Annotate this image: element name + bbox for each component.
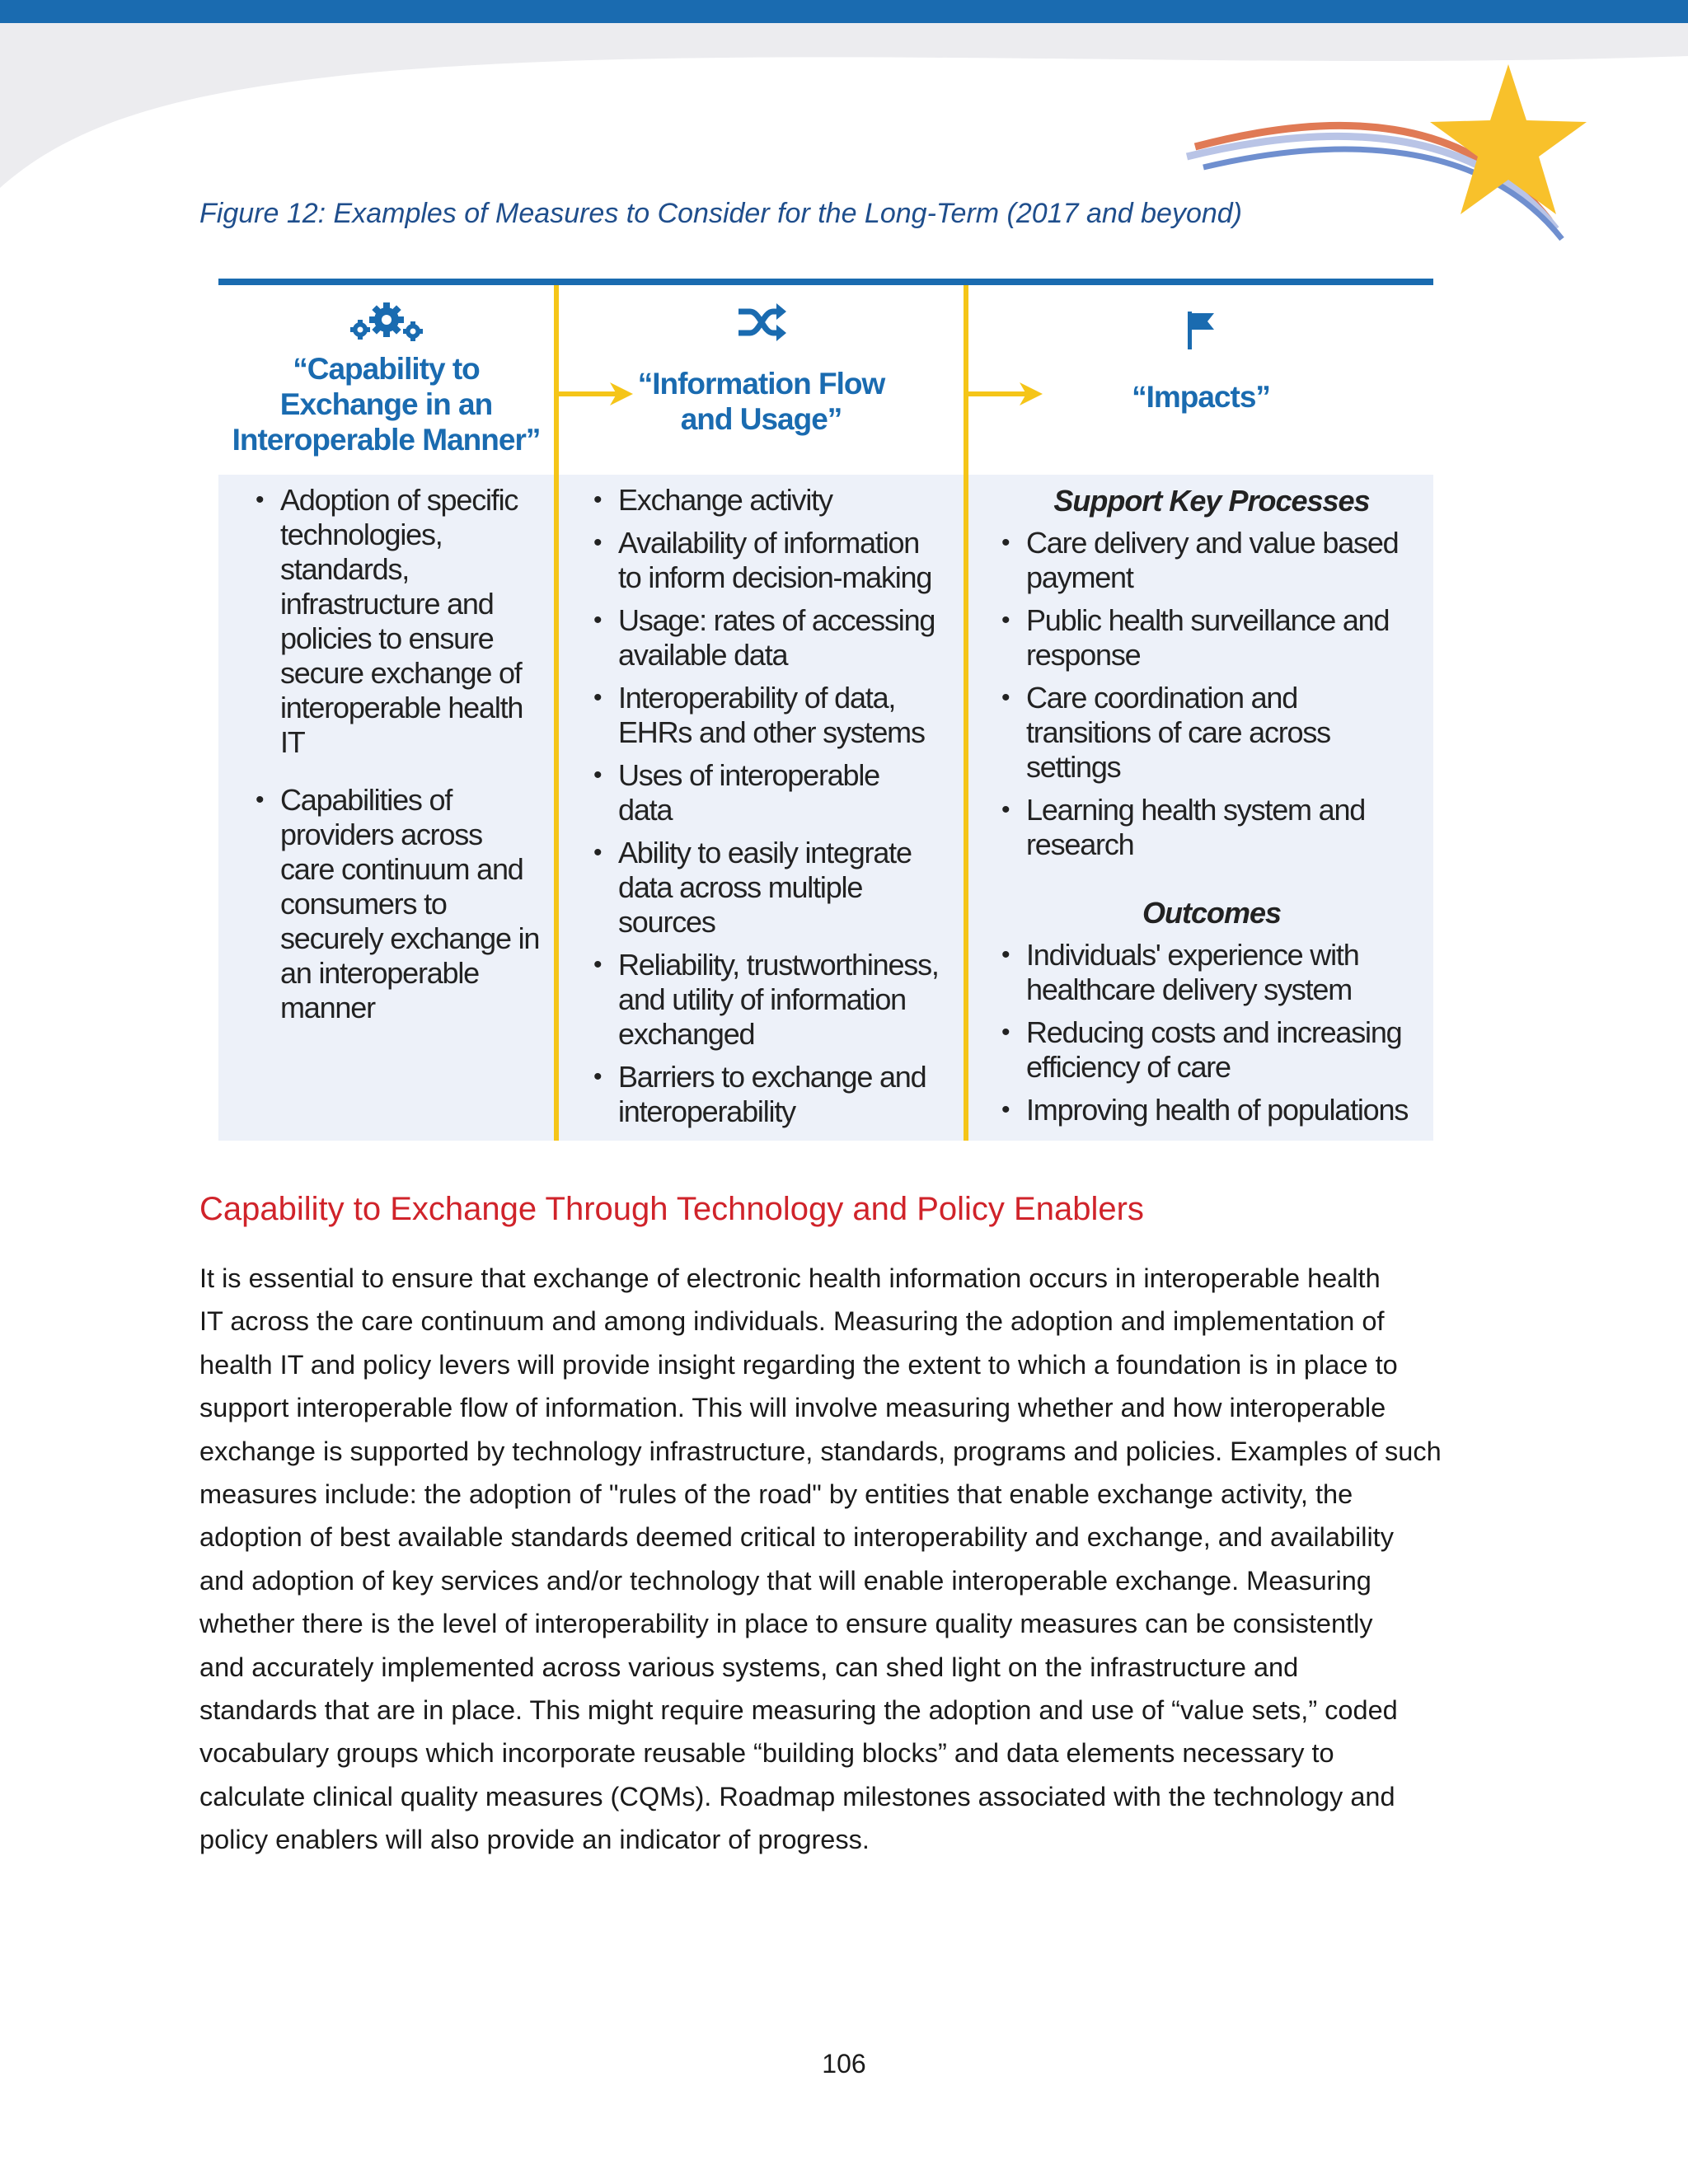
paragraph-line: whether there is the level of interoperability in place to ensure quality measures can be consistently xyxy=(199,1609,1373,1639)
list-item: • Exchange activity xyxy=(593,483,940,518)
paragraph-line: adoption of best available standards deemed critical to interoperability and exchange, and availability xyxy=(199,1522,1394,1553)
list-item: • Care delivery and value based payment xyxy=(1001,526,1422,595)
paragraph-line: exchange is supported by technology infrastructure, standards, programs and policies. Examples of such xyxy=(199,1436,1442,1466)
column-title: “Information Flow and Usage” xyxy=(637,367,885,436)
paragraph-line: standards that are in place. This might require measuring the adoption and use of “value sets,” coded xyxy=(199,1695,1398,1726)
column-body-impacts xyxy=(1001,483,1422,1136)
paragraph-line: support interoperable flow of information. This will involve measuring whether and how interoperable xyxy=(199,1393,1386,1423)
paragraph-line: and accurately implemented across various systems, can shed light on the infrastructure and xyxy=(199,1652,1299,1682)
column-header-information-flow xyxy=(559,285,964,475)
column-header-capability xyxy=(218,285,554,475)
column-header-impacts xyxy=(968,285,1433,475)
list-item: • Interoperability of data, EHRs and other systems xyxy=(593,681,940,750)
list-item: • Reducing costs and increasing efficiency of care xyxy=(1001,1015,1422,1085)
list-item: • Learning health system and research xyxy=(1001,793,1422,862)
flag-icon xyxy=(1184,310,1217,351)
list-item: • Individuals' experience with healthcare delivery system xyxy=(1001,938,1422,1007)
shuffle-icon xyxy=(735,302,788,343)
column-title: “Capability to Exchange in an Interoperable Manner” xyxy=(232,352,541,457)
list-item: • Adoption of specific technologies, standards, infrastructure and policies to ensure secure exchange of interoperable health IT xyxy=(256,483,540,760)
section-heading: Capability to Exchange Through Technology and Policy Enablers xyxy=(199,1191,1144,1227)
list-item: • Ability to easily integrate data across multiple sources xyxy=(593,836,940,940)
paragraph-line: IT across the care continuum and among individuals. Measuring the adoption and implementation of xyxy=(199,1306,1385,1337)
figure-top-rule xyxy=(218,279,1433,285)
measures-figure xyxy=(218,279,1433,1141)
list-item: • Barriers to exchange and interoperability xyxy=(593,1060,940,1129)
subhead-outcomes: Outcomes xyxy=(1142,896,1282,930)
list-item: • Capabilities of providers across care continuum and consumers to securely exchange in an interoperable manner xyxy=(256,783,540,1025)
list-item: • Improving health of populations xyxy=(1001,1093,1422,1127)
paragraph-line: policy enablers will also provide an indicator of progress. xyxy=(199,1825,870,1855)
list-item: • Uses of interoperable data xyxy=(593,758,940,827)
column-body-information-flow xyxy=(593,483,940,1137)
gears-icon xyxy=(345,298,428,348)
list-item: • Usage: rates of accessing available data xyxy=(593,603,940,673)
column-body-capability xyxy=(256,483,540,1033)
list-item: • Availability of information to inform decision-making xyxy=(593,526,940,595)
paragraph-line: calculate clinical quality measures (CQMs). Roadmap milestones associated with the technology and xyxy=(199,1781,1395,1811)
paragraph-line: vocabulary groups which incorporate reusable “building blocks” and data elements necessary to xyxy=(199,1738,1334,1769)
paragraph-line: and adoption of key services and/or technology that will enable interoperable exchange. Measuring xyxy=(199,1565,1372,1596)
body-paragraph xyxy=(199,1257,1502,1862)
page-number: 106 xyxy=(822,2049,866,2079)
header-bar xyxy=(0,0,1688,23)
figure-caption: Figure 12: Examples of Measures to Consider for the Long-Term (2017 and beyond) xyxy=(199,198,1242,229)
paragraph-line: health IT and policy levers will provide insight regarding the extent to which a foundation is in place to xyxy=(199,1349,1398,1380)
paragraph-line: measures include: the adoption of "rules of the road" by entities that enable exchange activity, the xyxy=(199,1479,1353,1510)
list-item: • Public health surveillance and response xyxy=(1001,603,1422,673)
subhead-support-key-processes: Support Key Processes xyxy=(1053,484,1370,518)
column-title: “Impacts” xyxy=(1132,380,1270,414)
paragraph-line: It is essential to ensure that exchange of electronic health information occurs in interoperable health xyxy=(199,1263,1381,1293)
list-item: • Care coordination and transitions of care across settings xyxy=(1001,681,1422,785)
list-item: • Reliability, trustworthiness, and utility of information exchanged xyxy=(593,948,940,1052)
